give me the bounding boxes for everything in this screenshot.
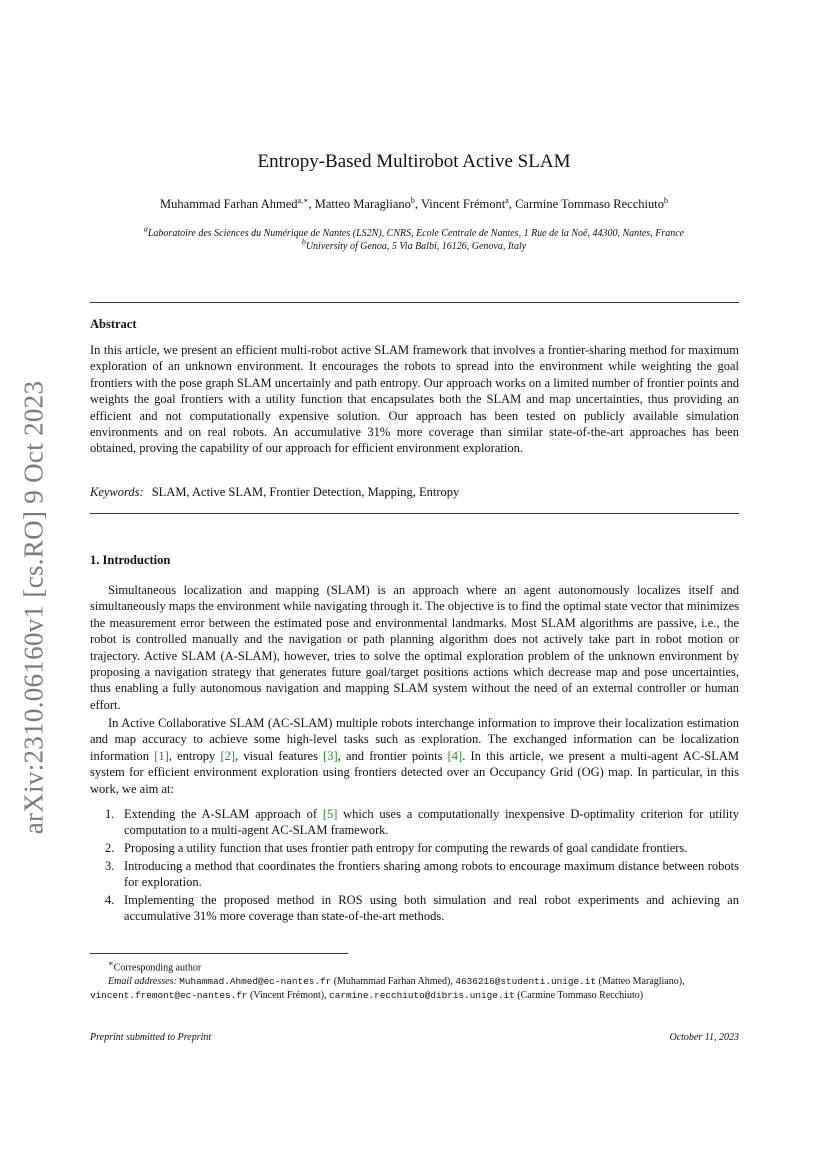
email-addresses xyxy=(90,975,739,989)
author-affil-mark: b xyxy=(663,195,668,205)
list-item xyxy=(90,840,739,856)
email-owner: (Muhammad Farhan Ahmed), xyxy=(331,975,456,987)
paragraph-text: In Active Collaborative SLAM (AC-SLAM) multiple robots interchange information to improve their localization estimation and map accuracy to achieve some high-level tasks such as exploration. The exchanged information can be localization information xyxy=(90,716,739,763)
abstract-text: In this article, we present an efficient multi-robot active SLAM framework that involves a frontier-sharing method for maximum exploration of an unknown environment. It encourages the robots to spread into the environment while weighting the goal frontiers with the pose graph SLAM uncertainly and path entropy. Our approach works on a limited number of frontier points and weights the goal frontiers with a utility function that encapsulates both the SLAM and map uncertainties, thus providing an efficient and not computationally expensive solution. Our approach has been tested on publicly available simulation environments and on real robots. An accumulative 31% more coverage than similar state-of-the-art approaches has been obtained, proving the capability of our approach for efficient environment exploration. xyxy=(90,343,739,456)
intro-paragraph-1: Simultaneous localization and mapping (SLAM) is an approach where an agent autonomously localizes itself and simultaneously maps the environment while navigating through it. The objective is to find the optimal state vector that minimizes the measurement error between the estimated pose and environmental landmarks. Most SLAM algorithms are passive, i.e., the robot is controlled manually and the navigation or path planning algorithm does not actively take part in robot motion or trajectory. Active SLAM (A-SLAM), however, tries to solve the optimal exploration problem of the unknown environment by proposing a navigation strategy that generates future goal/target positions actions which decrease map and pose uncertainties, thus enabling a fully autonomous navigation and mapping SLAM system without the need of an external controller or human effort. xyxy=(90,583,739,712)
paragraph-text: , visual features xyxy=(235,748,324,763)
keywords-text: SLAM, Active SLAM, Frontier Detection, Mapping, Entropy xyxy=(151,485,460,499)
intro-paragraph-2 xyxy=(90,715,739,797)
author-list xyxy=(0,197,828,212)
list-item-text: Extending the A-SLAM approach of xyxy=(124,807,323,821)
list-item xyxy=(90,858,739,891)
citation-link[interactable]: [4] xyxy=(447,748,463,763)
author-name: Matteo Maragliano xyxy=(314,197,411,211)
arxiv-side-stamp xyxy=(14,372,54,842)
list-item xyxy=(90,806,739,839)
preprint-date: October 11, 2023 xyxy=(669,1032,739,1043)
list-item-text: Implementing the proposed method in ROS using both simulation and real robot experiments and achieving an accumulative 31% more coverage than state-of-the-art methods. xyxy=(124,892,739,923)
citation-link[interactable]: [1] xyxy=(154,748,169,763)
list-number: 3. xyxy=(105,858,115,873)
contribution-list xyxy=(90,806,739,926)
email-owner: (Vincent Frémont), xyxy=(247,989,330,1001)
arxiv-identifier: arXiv:2310.06160v1 [cs.RO] 9 Oct 2023 xyxy=(18,380,49,834)
paragraph-text: , entropy xyxy=(168,748,221,763)
footnote-rule xyxy=(90,953,348,954)
paper-title: Entropy-Based Multirobot Active SLAM xyxy=(257,151,571,172)
paragraph-text: , and frontier points xyxy=(337,748,448,763)
affiliation-text: Laboratoire des Sciences du Numérique de Nantes (LS2N), CNRS, Ecole Centrale de Nantes, 1 Rue de la Noë, 44300, Nantes, France xyxy=(147,228,685,239)
email-link[interactable]: 4636216@studenti.unige.it xyxy=(455,975,596,987)
author-name: Carmine Tommaso Recchiuto xyxy=(515,197,664,211)
abstract-bottom-rule xyxy=(90,513,739,514)
email-link[interactable]: vincent.fremont@ec-nantes.fr xyxy=(90,989,248,1001)
footnote xyxy=(90,957,739,1002)
author-separator: , xyxy=(508,197,516,211)
email-label: Email addresses: xyxy=(108,975,177,987)
affiliation-b xyxy=(0,237,828,252)
author-affil-mark: b xyxy=(410,195,415,205)
abstract-top-rule xyxy=(90,302,739,303)
affiliation-mark: a xyxy=(143,224,148,234)
abstract-heading: Abstract xyxy=(90,317,137,331)
author-separator: , xyxy=(308,197,315,211)
author-name: Vincent Frémont xyxy=(420,197,506,211)
affiliation-mark: b xyxy=(301,237,306,247)
author-affil-mark: a xyxy=(505,195,509,205)
email-owner: (Matteo Maragliano), xyxy=(596,975,685,987)
author-separator: , xyxy=(414,197,421,211)
list-item-text: Proposing a utility function that uses frontier path entropy for computing the rewards of goal candidate frontiers. xyxy=(124,841,688,855)
paragraph-text: . In this article, we present a multi-agent AC-SLAM system for efficient environment exploration using frontiers detected over an Occupancy Grid (OG) map. In particular, in this work, we aim at: xyxy=(90,748,740,796)
list-item xyxy=(90,892,739,925)
keywords-label: Keywords: xyxy=(90,485,144,499)
author-affil-mark: a,∗ xyxy=(297,195,309,205)
corresponding-author-text: Corresponding author xyxy=(113,962,202,974)
corresponding-author-note xyxy=(90,957,739,975)
affiliation-a xyxy=(0,224,828,239)
list-number: 4. xyxy=(105,892,115,907)
email-owner: (Carmine Tommaso Recchiuto) xyxy=(514,989,644,1001)
email-link[interactable]: Muhammad.Ahmed@ec-nantes.fr xyxy=(179,975,332,987)
author-name: Muhammad Farhan Ahmed xyxy=(160,197,298,211)
keywords-line xyxy=(90,485,739,500)
affiliation-text: University of Genoa, 5 Via Balbi, 16126, Genova, Italy xyxy=(305,241,527,252)
list-number: 2. xyxy=(105,841,115,855)
citation-link[interactable]: [2] xyxy=(220,748,236,763)
list-item-text: which uses a computationally inexpensive D-optimality criterion for utility computation to a multi-agent AC-SLAM framework. xyxy=(124,807,739,838)
citation-link[interactable]: [5] xyxy=(322,807,338,821)
list-item-text: Introducing a method that coordinates the frontiers sharing among robots to encourage maximum distance between robots for exploration. xyxy=(124,858,739,889)
section-heading-introduction: 1. Introduction xyxy=(90,553,171,567)
email-addresses-cont xyxy=(90,989,739,1003)
footnote-mark: ∗ xyxy=(108,959,114,968)
citation-link[interactable]: [3] xyxy=(323,748,338,763)
preprint-note: Preprint submitted to Preprint xyxy=(90,1032,212,1043)
email-link[interactable]: carmine.recchiuto@dibris.unige.it xyxy=(329,989,515,1001)
list-number: 1. xyxy=(105,807,115,821)
